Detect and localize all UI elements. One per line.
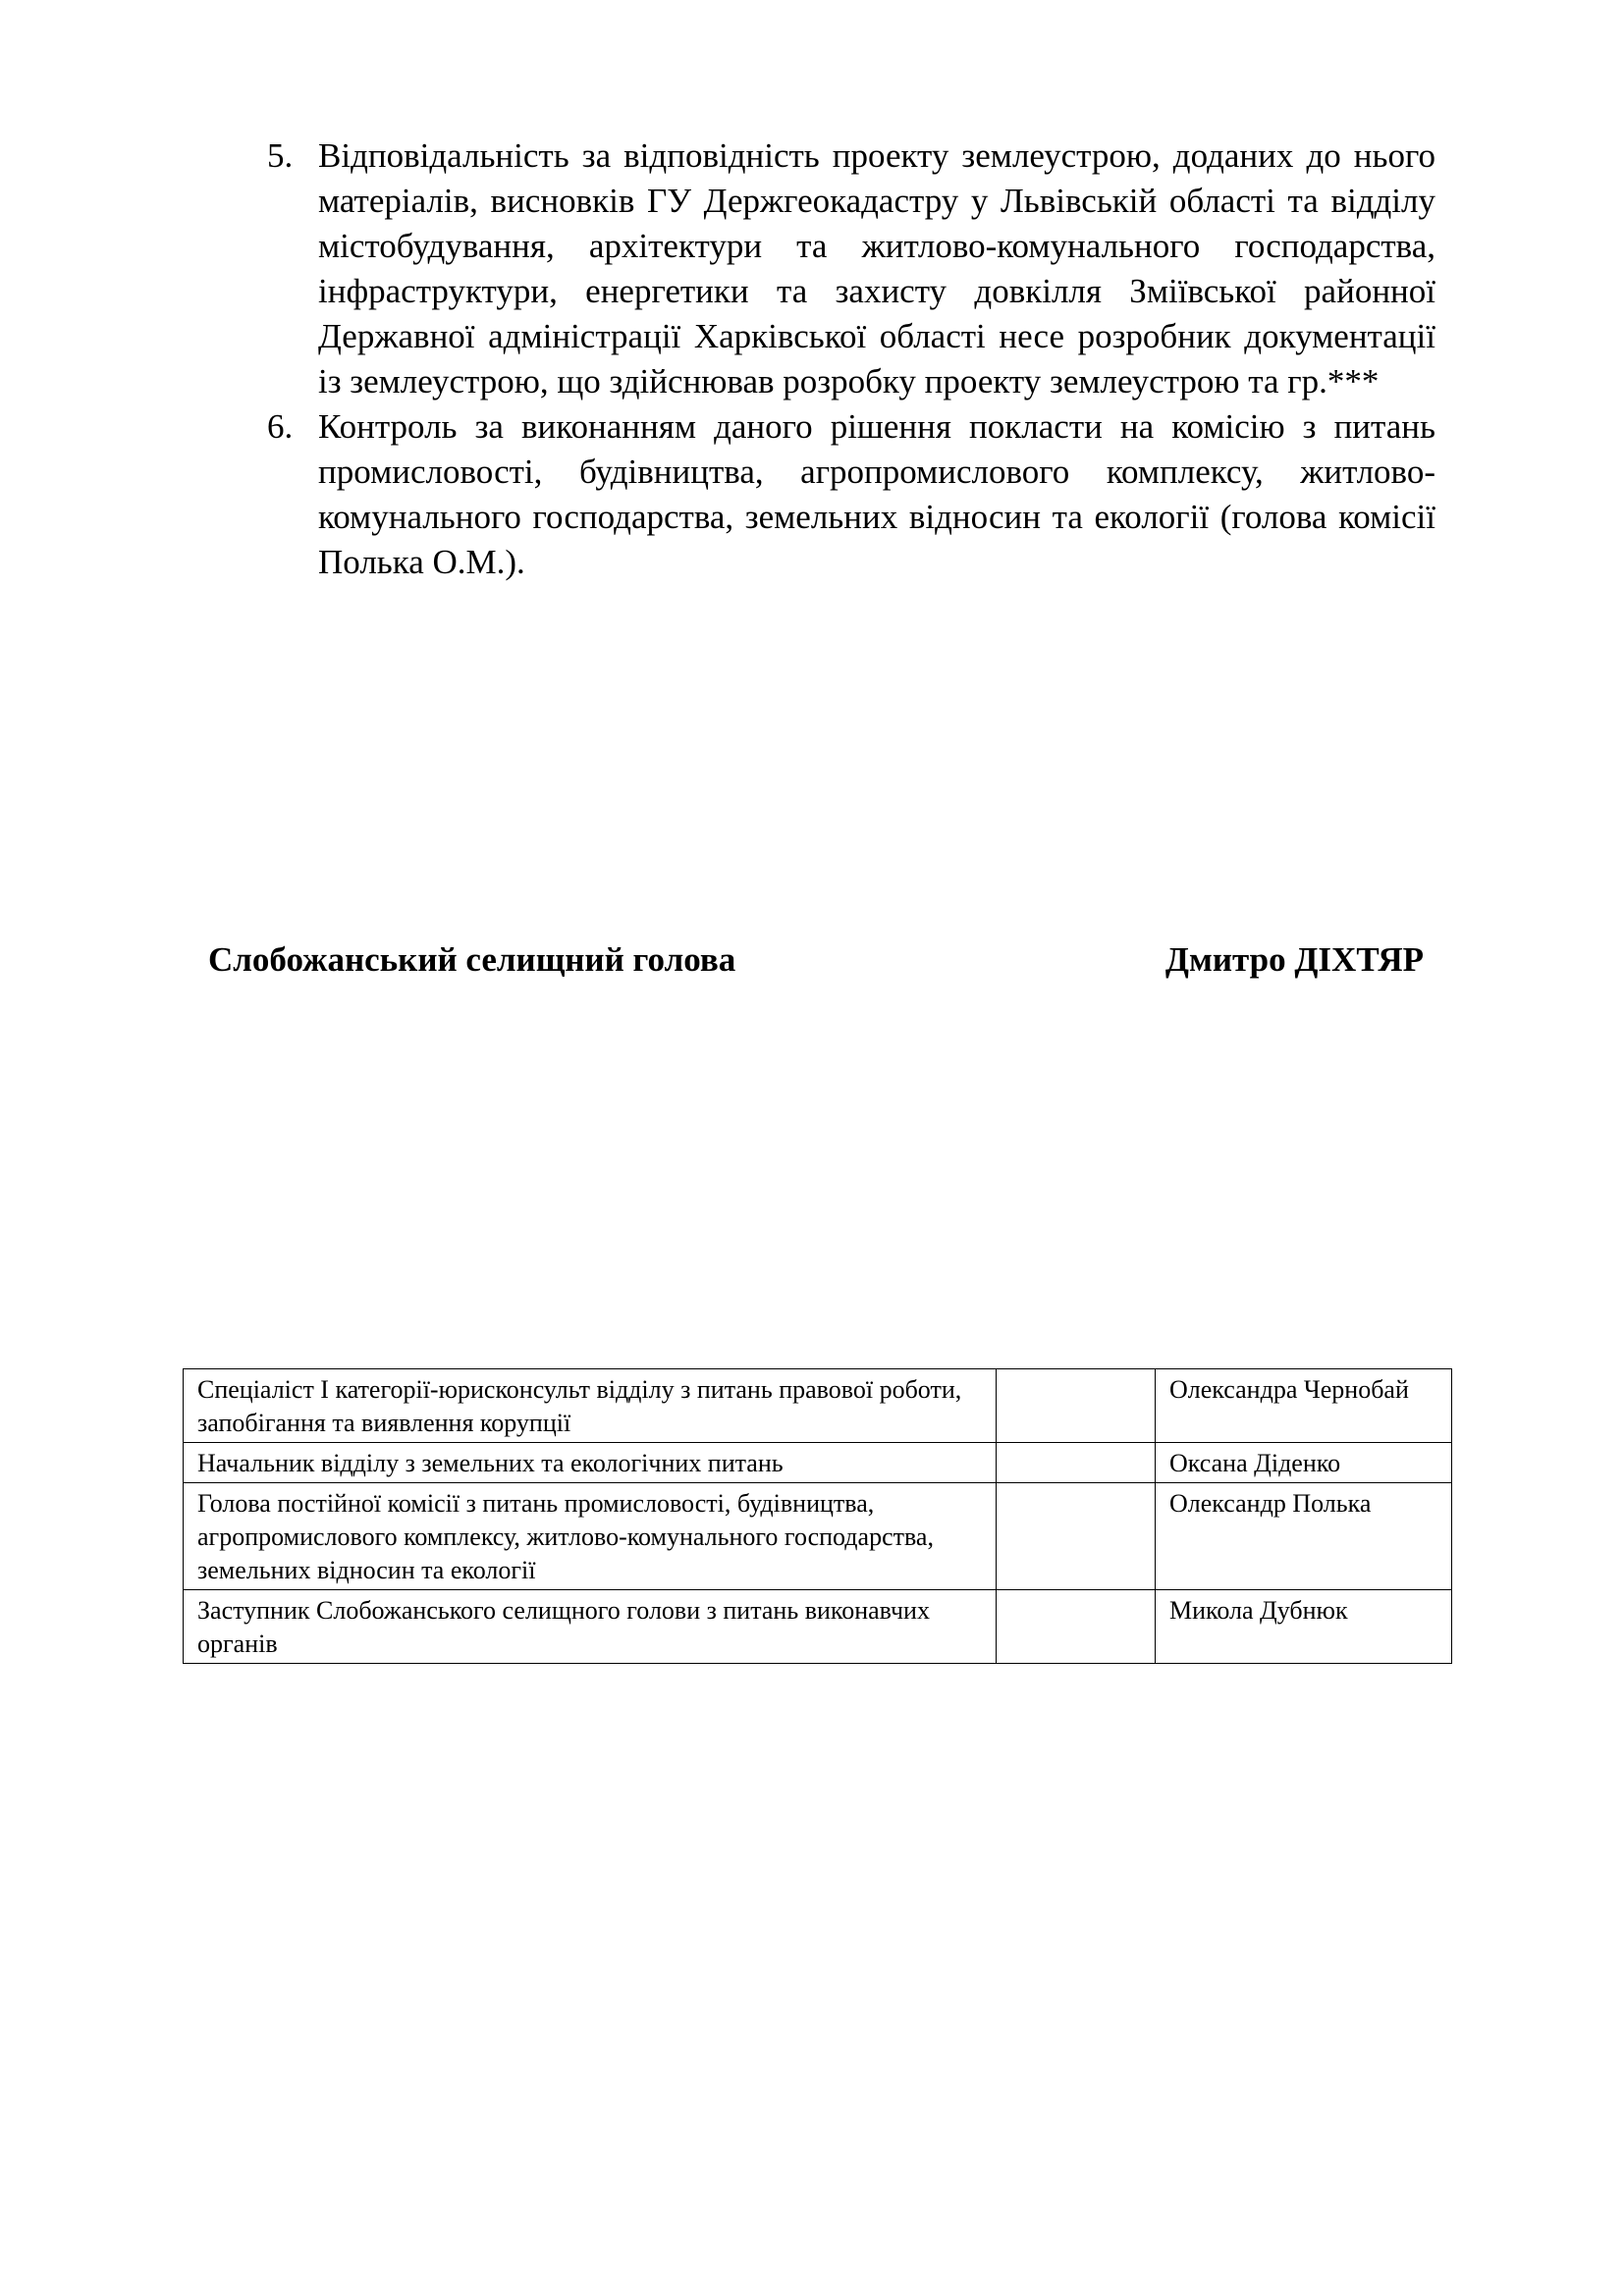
approver-position: Начальник відділу з земельних та екологічних питань bbox=[184, 1443, 997, 1483]
decision-item-5 bbox=[267, 133, 1435, 404]
approver-position: Заступник Слобожанського селищного голови з питань виконавчих органів bbox=[184, 1590, 997, 1664]
table-row bbox=[184, 1443, 1452, 1483]
approver-signature-cell bbox=[997, 1369, 1156, 1443]
item-number: 5. bbox=[267, 136, 294, 175]
item-text: Контроль за виконанням даного рішення покласти на комісію з питань промисловості, будівництва, агропромислового комплексу, житлово-комунального господарства, земельних відносин та екології (голова комісії Полька О.М.). bbox=[318, 407, 1435, 581]
signatory-name: Дмитро ДІХТЯР bbox=[1164, 940, 1424, 979]
approver-name: Микола Дубнюк bbox=[1156, 1590, 1452, 1664]
approver-name: Олександра Чернобай bbox=[1156, 1369, 1452, 1443]
table-row bbox=[184, 1590, 1452, 1664]
signatory-position: Слобожанський селищний голова bbox=[208, 940, 736, 979]
approver-signature-cell bbox=[997, 1483, 1156, 1590]
approver-name: Олександр Полька bbox=[1156, 1483, 1452, 1590]
approver-position: Голова постійної комісії з питань промисловості, будівництва, агропромислового комплексу, житлово-комунального господарства, земельних відносин та екології bbox=[184, 1483, 997, 1590]
item-text: Відповідальність за відповідність проекту землеустрою, доданих до нього матеріалів, висновків ГУ Держгеокадастру у Львівській області та відділу містобудування, архітектури та житлово-комунального господарства, інфраструктури, енергетики та захисту довкілля Зміївської районної Державної адміністрації Харківської області несе розробник документації із землеустрою, що здійснював розробку проекту землеустрою та гр.*** bbox=[318, 136, 1435, 400]
signature-block bbox=[208, 935, 1424, 985]
approval-table bbox=[183, 1368, 1452, 1664]
item-number: 6. bbox=[267, 407, 294, 446]
decision-items-list bbox=[267, 133, 1435, 585]
approver-signature-cell bbox=[997, 1443, 1156, 1483]
approver-signature-cell bbox=[997, 1590, 1156, 1664]
approver-position: Спеціаліст І категорії-юрисконсульт відділу з питань правової роботи, запобігання та виявлення корупції bbox=[184, 1369, 997, 1443]
table-row bbox=[184, 1369, 1452, 1443]
table-row bbox=[184, 1483, 1452, 1590]
decision-item-6 bbox=[267, 404, 1435, 585]
approver-name: Оксана Діденко bbox=[1156, 1443, 1452, 1483]
